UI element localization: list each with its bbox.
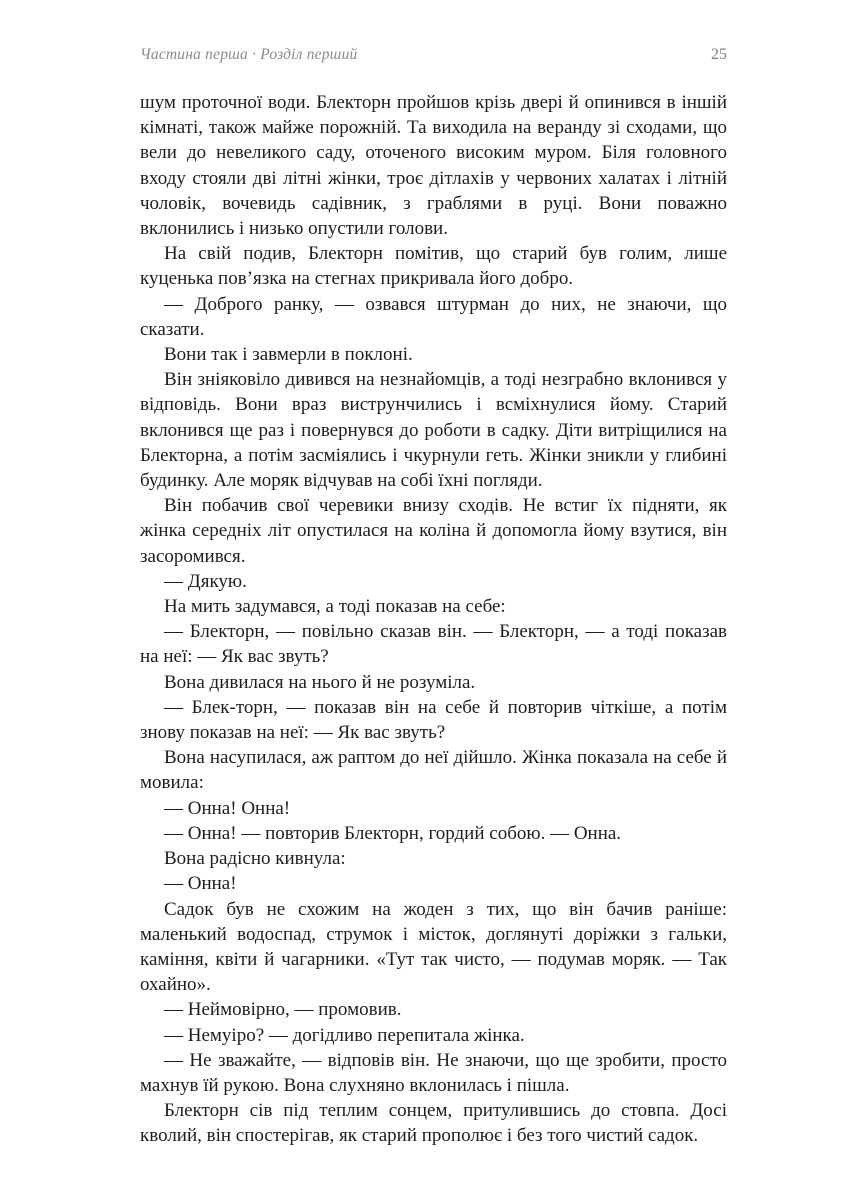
paragraph: Вона насупилася, аж раптом до неї дійшло. Жінка показала на себе й мовила: bbox=[140, 747, 727, 794]
page-header bbox=[140, 46, 727, 64]
paragraph-dialogue: — Блекторн, — повільно сказав він. — Блекторн, — а тоді показав на неї: — Як вас звуть? bbox=[140, 621, 727, 668]
paragraph: Блекторн сів під теплим сонцем, притулившись до стовпа. Досі кволий, він спостерігав, як старий прополює і без того чистий садок. bbox=[140, 1100, 727, 1147]
page-number: 25 bbox=[711, 46, 727, 63]
paragraph-dialogue: — Онна! bbox=[164, 873, 237, 895]
paragraph-dialogue: — Дякую. bbox=[164, 570, 247, 592]
paragraph: Він зніяковіло дивився на незнайомців, а тоді незграбно вклонився у відповідь. Вони враз виструнчились і всміхнулися йому. Старий вклонився ще раз і повернувся до роботи в садку. Діти витріщилися на Блекторна, а потім засміялись і чкурнули геть. Жінки зникли у глибині будинку. Але моряк відчував на собі їхні погляди. bbox=[140, 369, 727, 492]
paragraph: На свій подив, Блекторн помітив, що старий був голим, лише куценька пов’язка на стегнах прикривала його добро. bbox=[140, 243, 727, 290]
paragraph-dialogue: — Неймовірно, — промовив. bbox=[164, 999, 402, 1021]
paragraph: Вони так і завмерли в поклоні. bbox=[164, 344, 413, 366]
paragraph: Вона радісно кивнула: bbox=[164, 848, 346, 870]
paragraph-dialogue: — Не зважайте, — відповів він. Не знаючи, що ще зробити, просто махнув їй рукою. Вона слухняно вклонилась і пішла. bbox=[140, 1049, 727, 1096]
paragraph: Він побачив свої черевики внизу сходів. Не встиг їх підняти, як жінка середніх літ опустилася на коліна й допомогла йому взутися, він засоромився. bbox=[140, 495, 727, 567]
paragraph-dialogue: — Онна! Онна! bbox=[164, 797, 291, 819]
paragraph-dialogue: — Онна! — повторив Блекторн, гордий собою. — Онна. bbox=[164, 822, 622, 844]
paragraph-dialogue: — Немуіро? — догідливо перепитала жінка. bbox=[164, 1024, 525, 1046]
paragraph-dialogue: — Блек-торн, — показав він на себе й повторив чіткіше, а потім знову показав на неї: — Як вас звуть? bbox=[140, 696, 727, 744]
page-body bbox=[140, 90, 727, 1149]
paragraph: На мить задумався, а тоді показав на себе: bbox=[164, 596, 506, 618]
paragraph: шум проточної води. Блекторн пройшов крізь двері й опинився в іншій кімнаті, також майже порожній. Та виходила на веранду зі сходами, що вели до невеликого саду, оточеного високим муром. Біля головного входу стояли дві літні жінки, троє дітлахів у червоних халатах і літній чоловік, вочевидь садівник, з граблями в руці. Вони поважно вклонились і низько опустили голови. bbox=[140, 92, 727, 240]
paragraph: Вона дивилася на нього й не розуміла. bbox=[164, 671, 476, 693]
paragraph: Садок був не схожим на жоден з тих, що він бачив раніше: маленький водоспад, струмок і місток, доглянуті доріжки з гальки, каміння, квіти й чагарники. «Тут так чисто, — подумав моряк. — Так охайно». bbox=[140, 898, 727, 996]
paragraph-dialogue: — Доброго ранку, — озвався штурман до них, не знаючи, що сказати. bbox=[140, 293, 727, 340]
running-title: Частина перша · Розділ перший bbox=[140, 46, 358, 63]
